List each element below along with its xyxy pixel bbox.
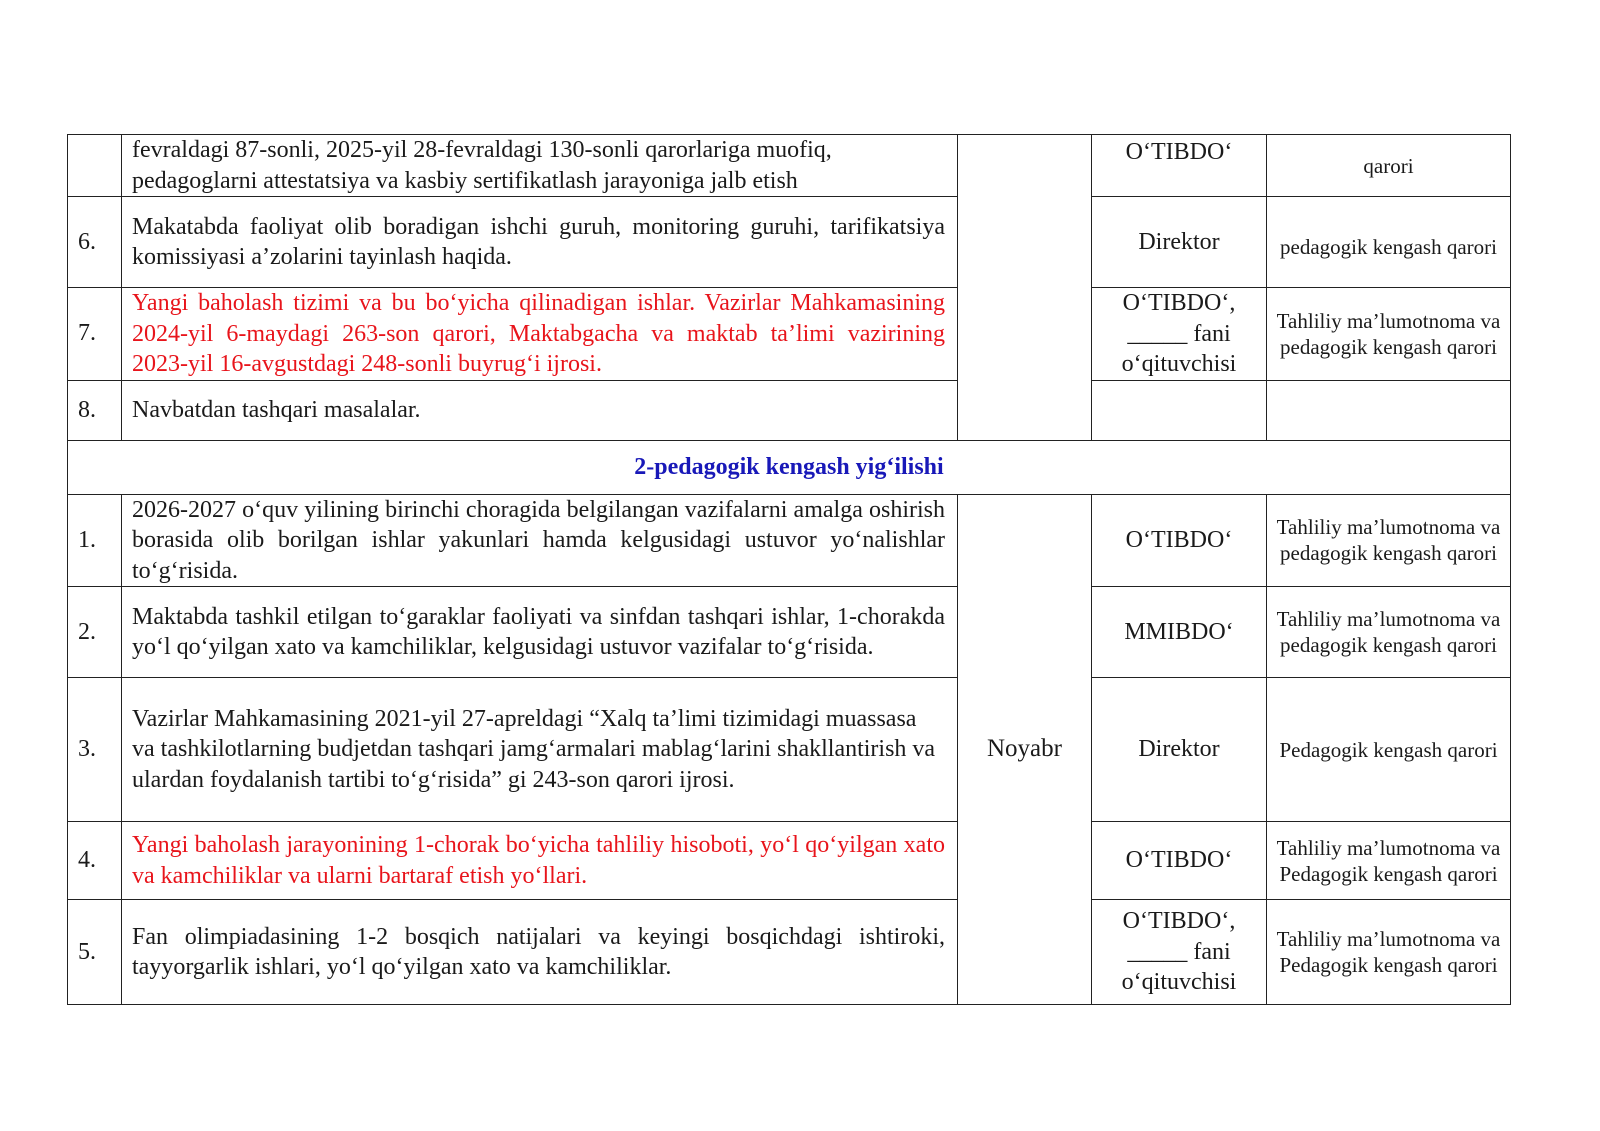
- agenda-text-highlighted: Yangi baholash jarayonining 1-chorak bo‘yicha tahliliy hisoboti, yo‘l qo‘yilgan xato va kamchiliklar va ularni bartaraf etish yo‘llari.: [122, 822, 958, 900]
- agenda-text-highlighted: Yangi baholash tizimi va bu bo‘yicha qilinadigan ishlar. Vazirlar Mahkamasining 2024-yil 6-maydagi 263-son qarori, Maktabgacha va maktab ta’limi vazirining 2023-yil 16-avgustdagi 248-sonli buyrug‘i ijrosi.: [122, 288, 958, 381]
- row-number: 7.: [68, 288, 122, 381]
- responsible-cell: Direktor: [1092, 197, 1267, 288]
- table-row: [68, 380, 1511, 440]
- agenda-text: fevraldagi 87-sonli, 2025-yil 28-fevraldagi 130-sonli qarorlariga muofiq, pedagoglarni attestatsiya va kasbiy sertifikatlash jarayoniga jalb etish: [122, 135, 958, 197]
- table-row: [68, 900, 1511, 1005]
- table-row: [68, 288, 1511, 381]
- agenda-text: Navbatdan tashqari masalalar.: [122, 380, 958, 440]
- row-number: 1.: [68, 494, 122, 587]
- agenda-text: 2026-2027 o‘quv yilining birinchi choragida belgilangan vazifalarni amalga oshirish borasida olib borilgan ishlar yakunlari hamda kelgusidagi ustuvor yo‘nalishlar to‘g‘risida.: [122, 494, 958, 587]
- responsible-cell: O‘TIBDO‘: [1092, 822, 1267, 900]
- responsible-cell: O‘TIBDO‘: [1092, 135, 1267, 197]
- responsible-cell: O‘TIBDO‘, _____ fani o‘qituvchisi: [1092, 288, 1267, 381]
- row-number: 6.: [68, 197, 122, 288]
- table-row: [68, 587, 1511, 678]
- result-cell: Tahliliy ma’lumotnoma va pedagogik kengash qarori: [1267, 587, 1511, 678]
- row-number: 3.: [68, 678, 122, 822]
- table-row: [68, 197, 1511, 288]
- responsible-cell: Direktor: [1092, 678, 1267, 822]
- result-cell: pedagogik kengash qarori: [1267, 197, 1511, 288]
- responsible-cell: [1092, 380, 1267, 440]
- row-number: [68, 135, 122, 197]
- table-row: [68, 822, 1511, 900]
- result-cell: [1267, 380, 1511, 440]
- result-cell: Tahliliy ma’lumotnoma va Pedagogik kengash qarori: [1267, 822, 1511, 900]
- pedagogical-council-plan-table: [67, 134, 1511, 1005]
- result-cell: Tahliliy ma’lumotnoma va pedagogik kengash qarori: [1267, 494, 1511, 587]
- row-number: 4.: [68, 822, 122, 900]
- month-cell: Noyabr: [958, 494, 1092, 1005]
- section-row: [68, 440, 1511, 494]
- result-cell: qarori: [1267, 135, 1511, 197]
- result-cell: Pedagogik kengash qarori: [1267, 678, 1511, 822]
- responsible-cell: O‘TIBDO‘, _____ fani o‘qituvchisi: [1092, 900, 1267, 1005]
- row-number: 5.: [68, 900, 122, 1005]
- result-cell: Tahliliy ma’lumotnoma va Pedagogik kengash qarori: [1267, 900, 1511, 1005]
- table-row: [68, 678, 1511, 822]
- agenda-text: Makatabda faoliyat olib boradigan ishchi guruh, monitoring guruhi, tarifikatsiya komissiyasi a’zolarini tayinlash haqida.: [122, 197, 958, 288]
- agenda-text: Vazirlar Mahkamasining 2021-yil 27-apreldagi “Xalq ta’limi tizimidagi muassasa va tashkilotlarning budjetdan tashqari jamg‘armalari mablag‘larini shakllantirish va ulardan foydalanish tartibi to‘g‘risida” gi 243-son qarori ijrosi.: [122, 678, 958, 822]
- table-row: [68, 135, 1511, 197]
- agenda-text: Maktabda tashkil etilgan to‘garaklar faoliyati va sinfdan tashqari ishlar, 1-chorakda yo‘l qo‘yilgan xato va kamchiliklar, kelgusidagi ustuvor vazifalar to‘g‘risida.: [122, 587, 958, 678]
- result-cell: Tahliliy ma’lumotnoma va pedagogik kengash qarori: [1267, 288, 1511, 381]
- row-number: 2.: [68, 587, 122, 678]
- month-cell: [958, 135, 1092, 441]
- agenda-text: Fan olimpiadasining 1-2 bosqich natijalari va keyingi bosqichdagi ishtiroki, tayyorgarlik ishlari, yo‘l qo‘yilgan xato va kamchiliklar.: [122, 900, 958, 1005]
- table-row: [68, 494, 1511, 587]
- row-number: 8.: [68, 380, 122, 440]
- responsible-cell: MMIBDO‘: [1092, 587, 1267, 678]
- responsible-cell: O‘TIBDO‘: [1092, 494, 1267, 587]
- section-title: 2-pedagogik kengash yig‘ilishi: [68, 440, 1511, 494]
